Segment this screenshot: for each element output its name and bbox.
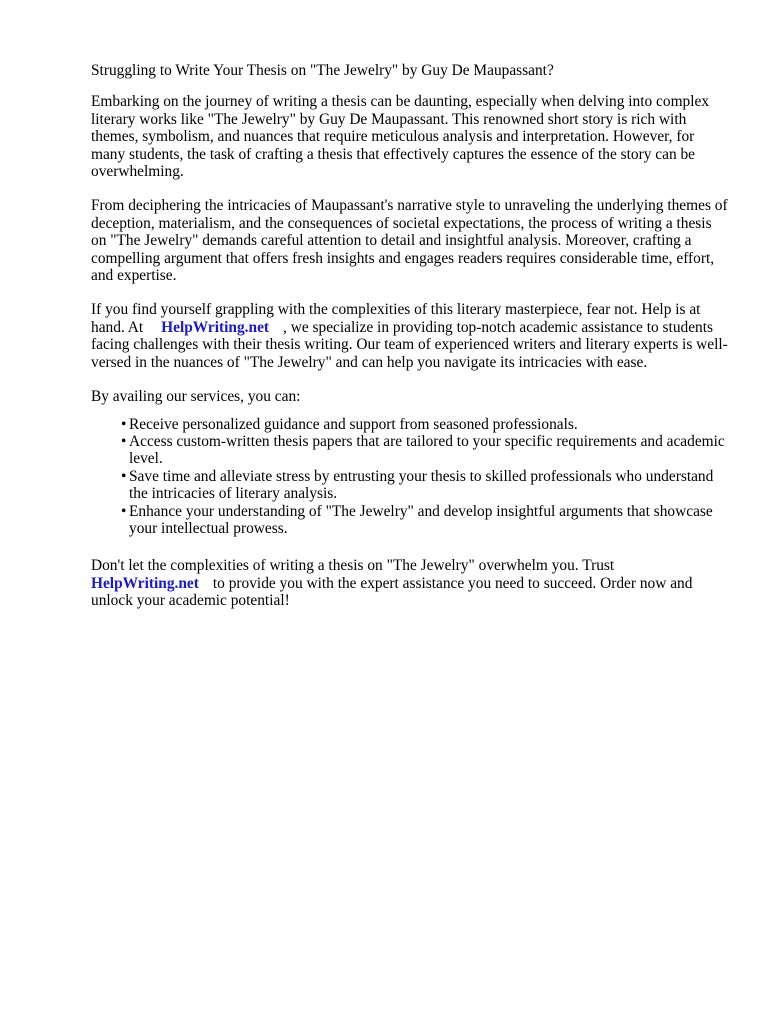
helpwriting-link-closing[interactable]: HelpWriting.net	[91, 574, 199, 592]
document-title: Struggling to Write Your Thesis on "The Jewelry" by Guy De Maupassant?	[91, 62, 554, 79]
list-item	[121, 433, 728, 468]
list-item-text: Access custom-written thesis papers that are tailored to your specific requirements and academic level.	[129, 432, 725, 468]
list-item-text: Save time and alleviate stress by entrusting your thesis to skilled professionals who understand the intricacies of literary analysis.	[129, 467, 714, 503]
benefits-list	[91, 416, 728, 538]
bullet-icon: •	[121, 432, 127, 450]
helpwriting-link[interactable]: HelpWriting.net	[161, 318, 270, 336]
bullet-icon: •	[121, 467, 127, 485]
paragraph-service-lead: If you find yourself grappling with the complexities of this literary masterpiece, fear not. Help is at hand. At	[91, 301, 701, 336]
paragraph-challenges: From deciphering the intricacies of Maupassant's narrative style to unraveling the underlying themes of deception, materialism, and the consequences of societal expectations, the process of writing a thesis on "The Jewelry" demands careful attention to detail and insightful analysis. Moreover, crafting a compelling argument that offers fresh insights and engages readers requires considerable time, effort, and expertise.	[91, 197, 728, 285]
list-intro: By availing our services, you can:	[91, 388, 301, 406]
list-item	[121, 468, 728, 503]
paragraph-closing-lead: Don't let the complexities of writing a thesis on "The Jewelry" overwhelm you. Trust	[91, 557, 615, 575]
paragraph-service	[91, 301, 728, 371]
paragraph-closing-rest: to provide you with the expert assistance you need to succeed. Order now and unlock your academic potential!	[91, 574, 693, 610]
paragraph-closing	[91, 557, 728, 609]
bullet-icon: •	[121, 502, 127, 520]
paragraph-intro: Embarking on the journey of writing a thesis can be daunting, especially when delving into complex literary works like "The Jewelry" by Guy De Maupassant. This renowned short story is rich with themes, symbolism, and nuances that require meticulous analysis and interpretation. However, for many students, the task of crafting a thesis that effectively captures the essence of the story can be overwhelming.	[91, 93, 710, 181]
list-item	[121, 503, 728, 538]
list-item-text: Receive personalized guidance and support from seasoned professionals.	[129, 415, 578, 433]
list-item	[121, 416, 728, 433]
bullet-icon: •	[121, 415, 127, 433]
paragraph-service-rest: , we specialize in providing top-notch academic assistance to students facing challenges with their thesis writing. Our team of experienced writers and literary experts is well-versed in the nuances of "The Jewelry" and can help you navigate its intricacies with ease.	[91, 318, 728, 371]
list-item-text: Enhance your understanding of "The Jewelry" and develop insightful arguments that showcase your intellectual prowess.	[129, 502, 713, 537]
